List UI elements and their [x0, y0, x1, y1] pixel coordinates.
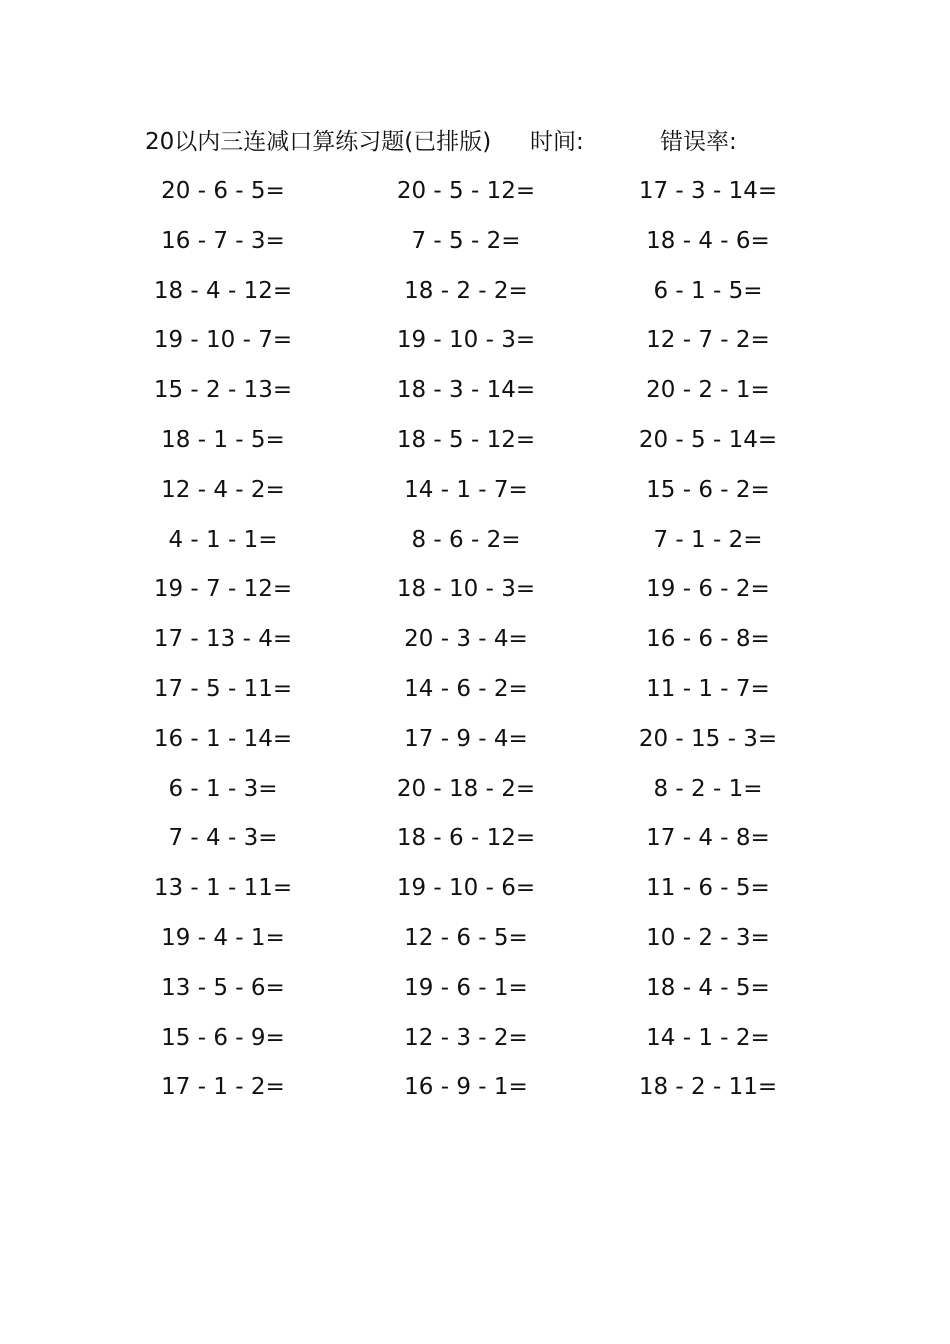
- math-problem: 18 - 10 - 3=: [396, 576, 536, 603]
- math-problem: 20 - 6 - 5=: [161, 178, 285, 204]
- math-problem: 10 - 2 - 3=: [646, 924, 770, 951]
- math-problem: 19 - 10 - 6=: [396, 875, 536, 902]
- math-problem: 18 - 4 - 6=: [646, 227, 770, 254]
- math-problem: 15 - 6 - 9=: [161, 1024, 285, 1051]
- problem-row: [0, 818, 950, 868]
- math-problem: 20 - 3 - 4=: [404, 626, 528, 653]
- math-problem: 7 - 5 - 2=: [411, 227, 521, 254]
- math-problem: 6 - 1 - 5=: [653, 277, 763, 304]
- problem-row: [0, 171, 950, 221]
- math-problem: 19 - 10 - 7=: [153, 327, 293, 354]
- math-problem: 17 - 1 - 2=: [161, 1074, 285, 1101]
- math-problem: 16 - 1 - 14=: [153, 725, 293, 752]
- time-label: 时间:: [530, 129, 584, 155]
- math-problem: 20 - 5 - 14=: [638, 426, 778, 453]
- problem-row: [0, 271, 950, 321]
- problem-row: [0, 320, 950, 370]
- math-problem: 8 - 6 - 2=: [411, 526, 521, 553]
- problem-row: [0, 221, 950, 271]
- math-problem: 19 - 6 - 1=: [404, 974, 528, 1001]
- math-problem: 6 - 1 - 3=: [168, 775, 278, 802]
- math-problem: 14 - 1 - 7=: [404, 476, 528, 503]
- math-problem: 17 - 3 - 14=: [638, 178, 778, 204]
- math-problem: 19 - 10 - 3=: [396, 327, 536, 354]
- math-problem: 19 - 7 - 12=: [153, 576, 293, 603]
- math-problem: 18 - 2 - 2=: [404, 277, 528, 304]
- math-problem: 18 - 6 - 12=: [396, 825, 536, 852]
- problem-row: [0, 769, 950, 819]
- problem-row: [0, 370, 950, 420]
- math-problem: 18 - 4 - 5=: [646, 974, 770, 1001]
- math-problem: 12 - 3 - 2=: [404, 1024, 528, 1051]
- math-problem: 16 - 6 - 8=: [646, 626, 770, 653]
- math-problem: 17 - 5 - 11=: [153, 675, 293, 702]
- problem-row: [0, 420, 950, 470]
- problem-row: [0, 569, 950, 619]
- math-problem: 8 - 2 - 1=: [653, 775, 763, 802]
- math-problem: 18 - 1 - 5=: [161, 426, 285, 453]
- math-problem: 12 - 4 - 2=: [161, 476, 285, 503]
- math-problem: 18 - 5 - 12=: [396, 426, 536, 453]
- math-problem: 12 - 7 - 2=: [646, 327, 770, 354]
- math-problem: 11 - 1 - 7=: [646, 675, 770, 702]
- math-problem: 19 - 6 - 2=: [646, 576, 770, 603]
- math-problem: 12 - 6 - 5=: [404, 924, 528, 951]
- math-problem: 14 - 6 - 2=: [404, 675, 528, 702]
- problem-row: [0, 1067, 950, 1117]
- problem-row: [0, 1018, 950, 1068]
- math-problem: 19 - 4 - 1=: [161, 924, 285, 951]
- math-problem: 18 - 2 - 11=: [638, 1074, 778, 1101]
- problem-row: [0, 619, 950, 669]
- math-problem: 15 - 6 - 2=: [646, 476, 770, 503]
- math-problem: 13 - 1 - 11=: [153, 875, 293, 902]
- problem-row: [0, 520, 950, 570]
- problem-row: [0, 719, 950, 769]
- math-problem: 17 - 9 - 4=: [404, 725, 528, 752]
- problem-row: [0, 968, 950, 1018]
- math-problem: 17 - 13 - 4=: [153, 626, 293, 653]
- math-problem: 20 - 15 - 3=: [638, 725, 778, 752]
- problem-row: [0, 918, 950, 968]
- worksheet-title: 20以内三连减口算练习题(已排版): [145, 129, 492, 155]
- math-problem: 18 - 3 - 14=: [396, 377, 536, 404]
- math-problem: 20 - 2 - 1=: [646, 377, 770, 404]
- math-problem: 20 - 18 - 2=: [396, 775, 536, 802]
- math-problem: 17 - 4 - 8=: [646, 825, 770, 852]
- math-problem: 14 - 1 - 2=: [646, 1024, 770, 1051]
- math-problem: 15 - 2 - 13=: [153, 377, 293, 404]
- problem-row: [0, 868, 950, 918]
- math-problem: 16 - 9 - 1=: [404, 1074, 528, 1101]
- math-problem: 4 - 1 - 1=: [168, 526, 278, 553]
- error-rate-label: 错误率:: [660, 129, 737, 155]
- math-problem: 13 - 5 - 6=: [161, 974, 285, 1001]
- math-problem: 7 - 4 - 3=: [168, 825, 278, 852]
- problem-grid: [0, 171, 950, 1117]
- problem-row: [0, 669, 950, 719]
- math-problem: 20 - 5 - 12=: [396, 178, 536, 204]
- math-problem: 11 - 6 - 5=: [646, 875, 770, 902]
- math-problem: 16 - 7 - 3=: [161, 227, 285, 254]
- math-problem: 18 - 4 - 12=: [153, 277, 293, 304]
- problem-row: [0, 470, 950, 520]
- math-problem: 7 - 1 - 2=: [653, 526, 763, 553]
- worksheet-header: [145, 124, 845, 160]
